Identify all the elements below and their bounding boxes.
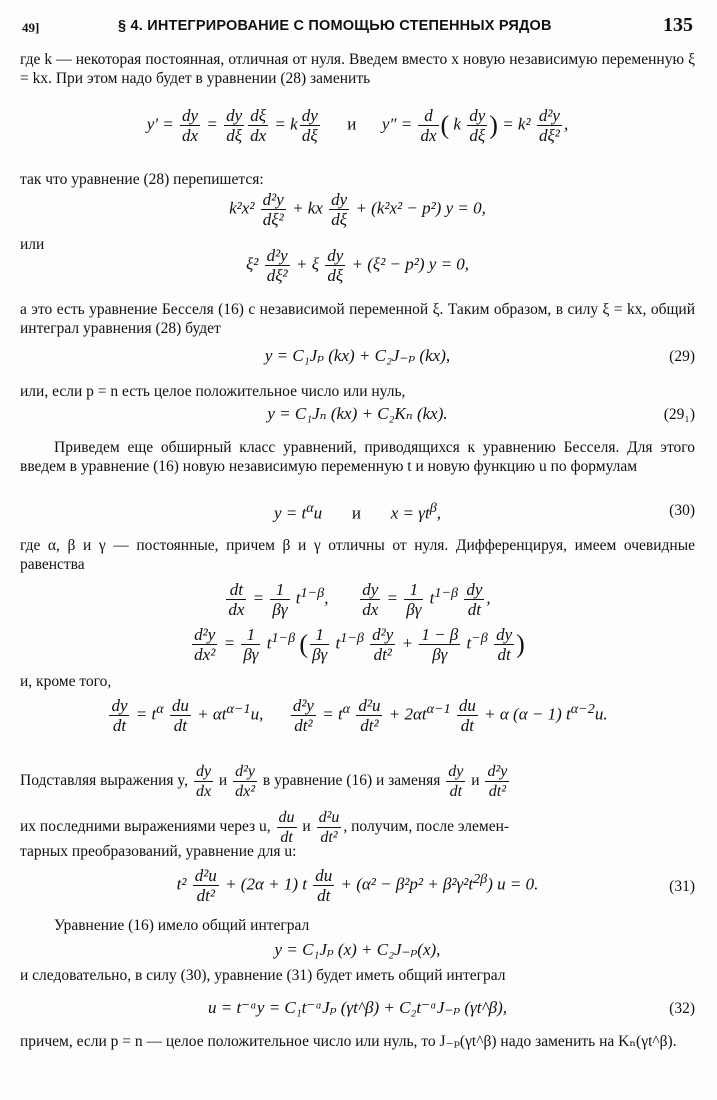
paragraph-8: и, кроме того,: [20, 673, 112, 690]
paragraph-13: и следовательно, в силу (30), уравнение (31) будет иметь общий интеграл: [20, 967, 506, 984]
page-number: 135: [663, 14, 693, 36]
equation-derivatives: y′ = $\frac{dy}{dx}$ = $\frac{dy}{d\xi}$ $\frac{d\xi}{dx}$ = k $\frac{dy}{d\xi}$ и y″ = $\frac{d}{dx}$ ( k $\frac{dy}{d\xi}$ ) = k² $\frac{\text{d²y}}{\text{dξ²}}$ ,: [146, 106, 569, 145]
paragraph-12: Уравнение (16) имело общий интеграл: [54, 917, 310, 934]
paragraph-11: тарных преобразований, уравнение для u:: [20, 843, 297, 860]
section-marker: 49]: [22, 20, 40, 35]
equation-30: $y = t^\alpha u$ и $x = \gamma t^\beta$,: [273, 500, 442, 523]
equation-32: u = t⁻ᵅy = C₁t⁻ᵅJₚ (γt^β) + C₂t⁻ᵅJ₋ₚ (γt^β),: [207, 998, 508, 1017]
equation-number-32: (32): [669, 1000, 695, 1017]
paragraph-3: или: [20, 236, 45, 253]
equation-t-derivatives: $\frac{dy}{dt}$ = $t^\alpha$ $\frac{du}{dt}$ + $\alpha t^{\alpha-1}u$, $\frac{\text{d²y}}{\text{dt²}}$ = $t^\alpha$ $\frac{\text{d²u}}{\text{dt²}}$ + $2\alpha t^{\alpha-1}$ $\frac{du}{dt}$ + α (α − 1) $t^{\alpha-2}u$.: [111, 696, 608, 735]
paragraph-4: а это есть уравнение Бесселя (16) с независимой переменной ξ. Таким образом, в силу ξ = kx, общий интеграл уравнения (28) будет: [20, 301, 695, 337]
equation-31: t² $\frac{\text{d²u}}{\text{dt²}}$ + (2α + 1) t $\frac{du}{dt}$ + $(\alpha^2 - \beta^2p^2 + \beta^2\gamma^2t^{2\beta})$ u = 0.: [176, 866, 539, 905]
paragraph-14: причем, если p = n — целое положительное число или нуль, то J₋ₚ(γt^β) надо заменить на Kₙ(γt^β).: [20, 1033, 677, 1050]
header-title: § 4. ИНТЕГРИРОВАНИЕ С ПОМОЩЬЮ СТЕПЕННЫХ РЯДОВ: [118, 18, 552, 34]
equation-number-30: (30): [669, 502, 695, 519]
paragraph-10: их последними выражениями через u, $\frac{du}{dt}$ и $\frac{\text{d²u}}{\text{dt²}}$ , получим, после элемен-: [20, 809, 510, 846]
paragraph-9: Подставляя выражения y, $\frac{dy}{dx}$ и $\frac{\text{d²y}}{\text{dx²}}$ в уравнение (16) и заменяя $\frac{dy}{dt}$ и $\frac{\text{d²y}}{\text{dt²}}$: [20, 763, 508, 800]
equation-bessel-xi: ξ² $\frac{\text{d²y}}{\text{dξ²}}$ + ξ $\frac{dy}{d\xi}$ + (ξ² − p²) y = 0,: [245, 246, 470, 285]
equation-number-29-1: (29₁): [663, 406, 695, 423]
equation-29: y = C₁Jₚ (kx) + C₂J₋ₚ (kx),: [264, 346, 451, 365]
equation-general-integral: y = C₁Jₚ (x) + C₂J₋ₚ(x),: [274, 940, 441, 959]
equation-first-derivatives: $\frac{dt}{dx}$ = $\frac{1}{\beta\gamma}$ $t^{1-\beta}$, $\frac{dy}{dx}$ = $\frac{1}{\beta\gamma}$ $t^{1-\beta}$ $\frac{dy}{dt}$ ,: [228, 580, 491, 619]
paragraph-5: или, если p = n есть целое положительное число или нуль,: [20, 383, 406, 400]
equation-number-29: (29): [669, 348, 695, 365]
paragraph-7: где α, β и γ — постоянные, причем β и γ отличны от нуля. Дифференцируя, имеем очевидные равенства: [20, 537, 695, 573]
equation-second-derivative: $\frac{\text{d²y}}{\text{dx²}}$ = $\frac{1}{\beta\gamma}$ $t^{1-\beta}$ ( $\frac{1}{\beta\gamma}$ $t^{1-\beta}$ $\frac{\text{d²y}}{\text{dt²}}$ + $\frac{1 - \beta}{\beta\gamma}$ $t^{-\beta}$ $\frac{dy}{dt}$ ): [194, 625, 525, 664]
running-header: [22, 12, 697, 42]
equation-28-rewritten: k²x² $\frac{\text{d²y}}{\text{dξ²}}$ + kx $\frac{dy}{d\xi}$ + (k²x² − p²) y = 0,: [229, 190, 486, 229]
paragraph-6: Приведем еще обширный класс уравнений, приводящихся к уравнению Бесселя. Для этого введем в уравнение (16) новую независимую переменную t и новую функцию u по формулам: [20, 439, 695, 475]
paragraph-2: так что уравнение (28) перепишется:: [20, 171, 264, 188]
equation-number-31: (31): [669, 878, 695, 895]
paragraph-1: где k — некоторая постоянная, отличная от нуля. Введем вместо x новую независимую переменную ξ = kx. При этом надо будет в уравнении (28) заменить: [20, 51, 695, 87]
equation-29-1: y = C₁Jₙ (kx) + C₂Kₙ (kx).: [267, 404, 448, 423]
